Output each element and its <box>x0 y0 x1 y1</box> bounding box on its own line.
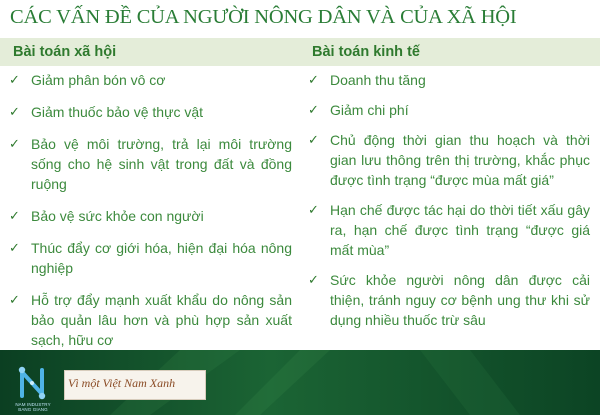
economic-problems-list <box>308 70 590 340</box>
list-item-text: Thúc đẩy cơ giới hóa, hiện đại hóa nông nghiệp <box>31 240 292 276</box>
check-icon: ✓ <box>9 72 20 87</box>
check-icon: ✓ <box>9 292 20 307</box>
slogan-text: Vì một Việt Nam Xanh <box>68 376 176 390</box>
list-item <box>308 100 590 120</box>
slide-title: CÁC VẤN ĐỀ CỦA NGƯỜI NÔNG DÂN VÀ CỦA XÃ HỘI <box>10 6 517 28</box>
list-item <box>9 70 292 90</box>
logo-caption: NAM INDUSTRY BANG GIANG <box>15 402 51 412</box>
list-item <box>9 102 292 122</box>
list-item <box>308 200 590 260</box>
check-icon: ✓ <box>308 132 319 147</box>
check-icon: ✓ <box>308 202 319 217</box>
check-icon: ✓ <box>308 102 319 117</box>
list-item-text: Sức khỏe người nông dân được cải thiện, tránh nguy cơ bệnh ung thư khi sử dụng nhiều thuốc trừ sâu <box>330 272 590 328</box>
list-item-text: Bảo vệ môi trường, trả lại môi trường sống cho hệ sinh vật trong đất và đồng ruộng <box>31 136 292 192</box>
right-column-title: Bài toán kinh tế <box>312 44 420 60</box>
check-icon: ✓ <box>308 272 319 287</box>
list-item <box>9 238 292 278</box>
list-item-text: Giảm phân bón vô cơ <box>31 72 166 88</box>
list-item-text: Giảm chi phí <box>330 102 409 118</box>
list-item-text: Doanh thu tăng <box>330 72 426 88</box>
list-item <box>308 70 590 90</box>
list-item <box>9 290 292 350</box>
n-molecule-logo-icon <box>14 364 50 402</box>
list-item-text: Giảm thuốc bảo vệ thực vật <box>31 104 204 120</box>
check-icon: ✓ <box>9 240 20 255</box>
check-icon: ✓ <box>9 104 20 119</box>
list-item-text: Hạn chế được tác hại do thời tiết xấu gây ra, hạn chế được tình trạng “được giá mất mùa” <box>330 202 590 258</box>
check-icon: ✓ <box>308 72 319 87</box>
list-item-text: Hỗ trợ đẩy mạnh xuất khẩu do nông sản bảo quản lâu hơn và phù hợp sản xuất sạch, hữu cơ <box>31 292 292 348</box>
check-icon: ✓ <box>9 136 20 151</box>
left-column-title: Bài toán xã hội <box>13 44 117 60</box>
list-item <box>9 206 292 226</box>
check-icon: ✓ <box>9 208 20 223</box>
list-item <box>308 130 590 190</box>
list-item-text: Bảo vệ sức khỏe con người <box>31 208 204 224</box>
list-item <box>308 270 590 330</box>
list-item-text: Chủ động thời gian thu hoạch và thời gian lưu thông trên thị trường, khắc phục được tình trạng “được mùa mất giá” <box>330 132 590 188</box>
list-item <box>9 134 292 194</box>
social-problems-list <box>9 70 292 362</box>
